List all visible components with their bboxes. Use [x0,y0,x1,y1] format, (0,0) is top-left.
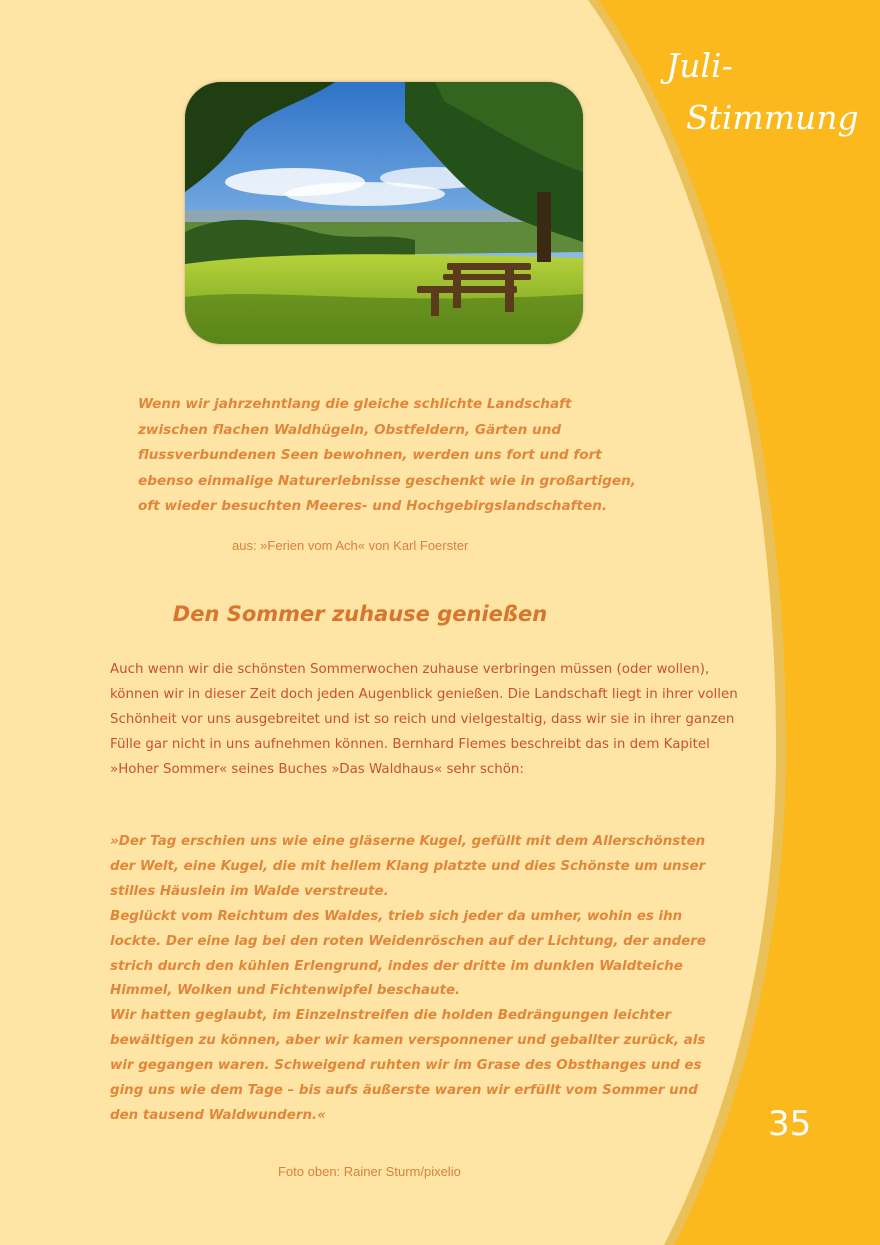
quote-attribution: aus: »Ferien vom Ach« von Karl Foerster [232,538,469,553]
quote-foerster: Wenn wir jahrzehntlang die gleiche schlichte Landschaft zwischen flachen Waldhügeln, Obstfeldern, Gärten und flussverbundenen Seen bewohnen, werden uns fort und fort ebenso einmalige Naturerlebnisse geschenkt wie in großartigen, oft wieder besuchten Meeres- und Hochgebirgslandschaften. [138,396,636,514]
quote-flemes [110,830,720,1129]
quote-flemes-paragraph-3: Wir hatten geglaubt, im Einzelnstreifen die holden Bedrängungen leichter bewältigen zu können, aber wir kamen versponnener und geballter zurück, als wir gegangen waren. Schweigend ruhten wir im Grase des Obsthanges und es ging uns wie dem Tage – bis aufs äußerste waren wir erfüllt vom Sommer und den tausend Waldwundern.« [110,1008,706,1123]
landscape-photo [185,82,583,344]
page-number: 35 [768,1104,812,1144]
quote-flemes-paragraph-1: »Der Tag erschien uns wie eine gläserne Kugel, gefüllt mit dem Allerschönsten der Welt, eine Kugel, die mit hellem Klang platzte und dies Schönste um unser stilles Häuslein im Walde verstreute. [110,834,706,899]
photo-credit: Foto oben: Rainer Sturm/pixelio [278,1164,461,1179]
header-title-line-2: Stimmung [686,98,859,137]
section-title: Den Sommer zuhause genießen [172,602,548,626]
page-header-title [626,40,859,144]
header-title-line-1: Juli- [666,46,733,85]
quote-flemes-paragraph-2: Beglückt vom Reichtum des Waldes, trieb sich jeder da umher, wohin es ihn lockte. Der eine lag bei den roten Weidenröschen auf der Lichtung, der andere strich durch den kühlen Erlengrund, indes der dritte im dunklen Waldteiche Himmel, Wolken und Fichtenwipfel beschaute. [110,908,706,999]
body-paragraph: Auch wenn wir die schönsten Sommerwochen zuhause verbringen müssen (oder wollen), können wir in dieser Zeit doch jeden Augenblick genießen. Die Landschaft liegt in ihrer vollen Schönheit vor uns ausgebreitet und ist so reich und vielgestaltig, dass wir sie in ihrer ganzen Fülle gar nicht in uns aufnehmen können. Bernhard Flemes beschreibt das in dem Kapitel »Hoher Sommer« seines Buches »Das Waldhaus« sehr schön: [110,662,738,777]
